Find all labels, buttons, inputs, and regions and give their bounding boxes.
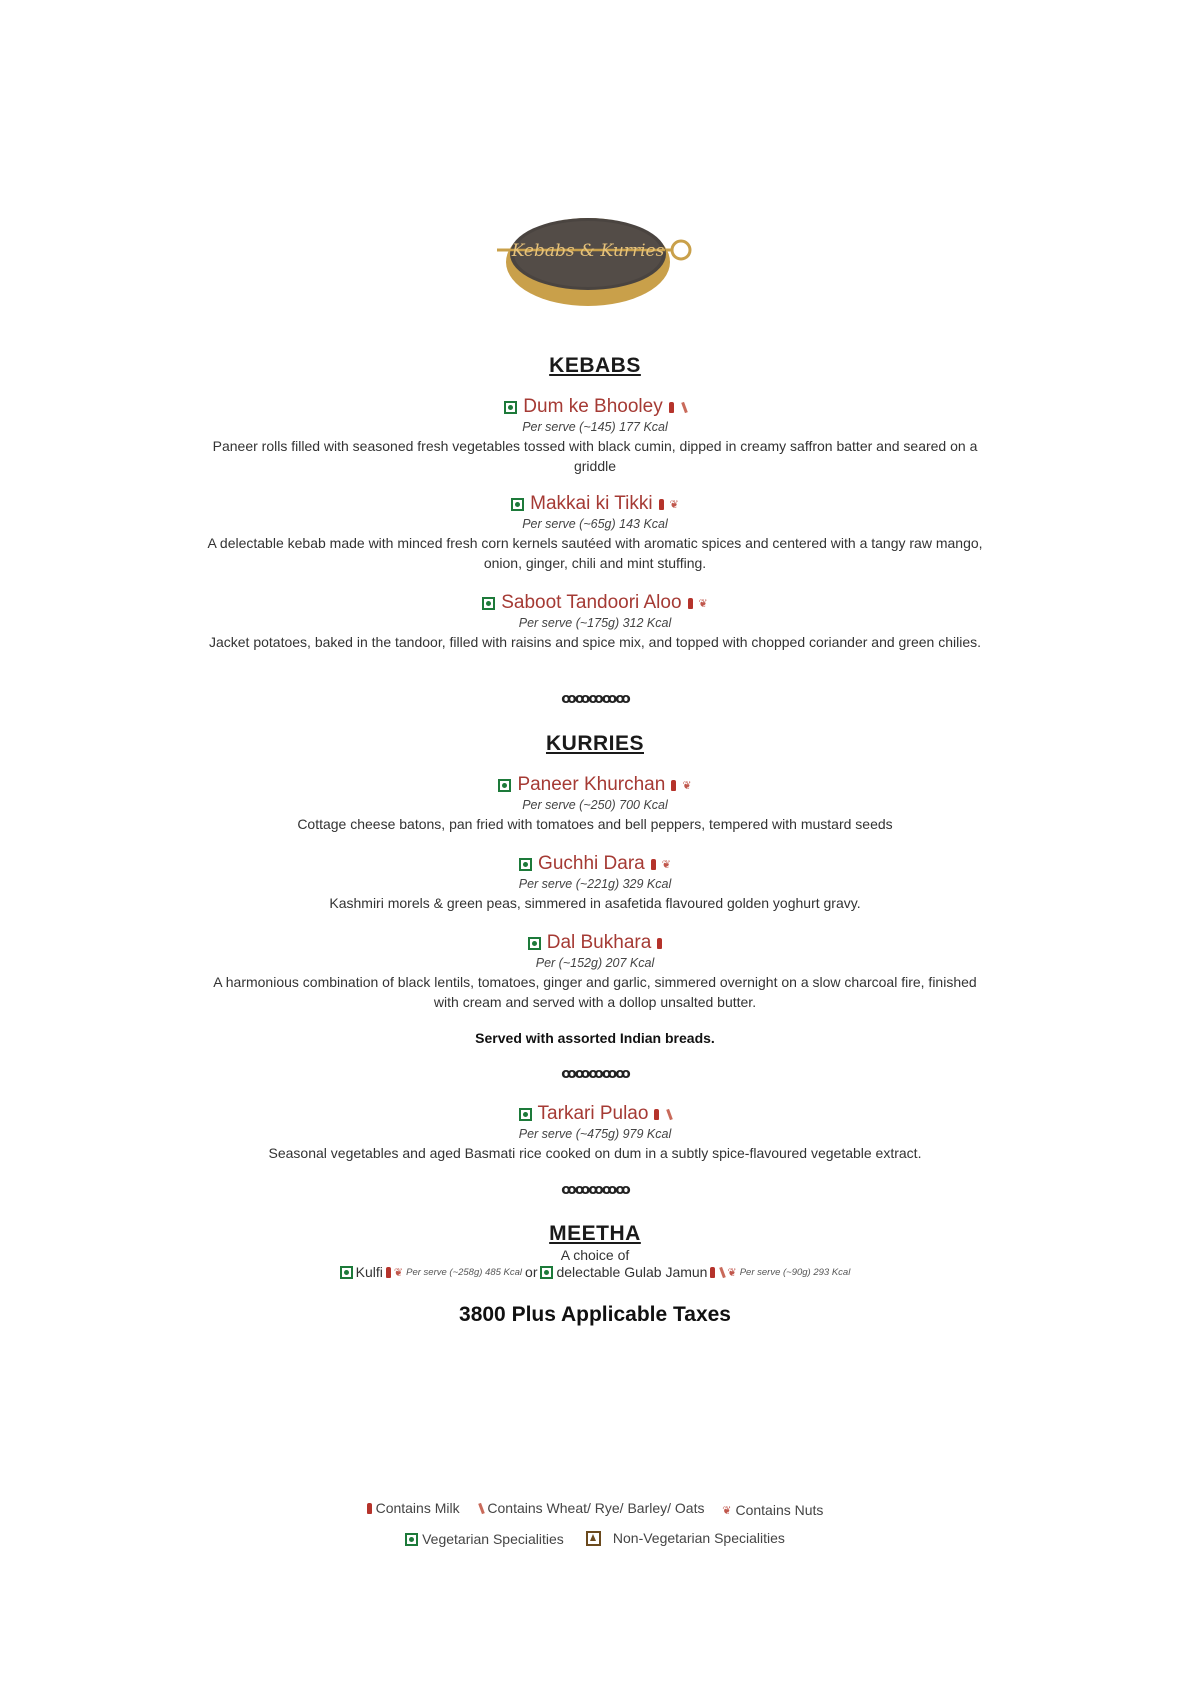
dish-name: Makkai ki Tikki — [530, 493, 653, 514]
serve-info: Per serve (~90g) 293 Kcal — [739, 1266, 851, 1278]
wheat-icon — [681, 401, 688, 412]
diet-legend — [200, 1530, 990, 1551]
dish-description: A harmonious combination of black lentils, tomatoes, ginger and garlic, simmered overnight on a slow charcoal fire, finished with cream and served with a dollop unsalted butter. — [213, 973, 977, 1010]
dish-title — [482, 592, 708, 614]
wheat-icon — [667, 1108, 674, 1119]
veg-mark-icon — [405, 1533, 418, 1546]
dish-paneer-khurchan — [200, 774, 990, 834]
milk-icon — [671, 780, 676, 791]
serve-info: Per (~152g) 207 Kcal — [535, 955, 655, 970]
meetha-option-line — [340, 1264, 851, 1280]
allergen-legend — [200, 1500, 990, 1519]
milk-icon — [710, 1267, 715, 1278]
dish-name: Guchhi Dara — [538, 853, 645, 874]
wheat-icon — [479, 1502, 486, 1513]
legend-label: Contains Milk — [375, 1500, 460, 1516]
nuts-icon: ❦ — [682, 779, 692, 792]
legend-label: Non-Vegetarian Specialities — [612, 1530, 785, 1546]
dish-dal-bukhara — [200, 932, 990, 1012]
meetha-options — [200, 1264, 990, 1284]
dish-title — [528, 932, 663, 954]
dish-name: Dal Bukhara — [546, 932, 652, 953]
bread-note: Served with assorted Indian breads. — [475, 1030, 715, 1046]
meetha-intro: A choice of — [560, 1247, 630, 1263]
nonveg-mark-icon — [586, 1531, 601, 1546]
milk-icon — [367, 1503, 372, 1514]
wheat-icon — [720, 1266, 727, 1277]
nuts-icon: ❦ — [722, 1504, 732, 1517]
veg-mark-icon — [540, 1266, 553, 1279]
dish-title — [511, 493, 679, 515]
legend-milk — [367, 1500, 460, 1516]
dish-title — [519, 1103, 672, 1125]
dish-tarkari-pulao — [200, 1103, 990, 1163]
legend-label: Contains Nuts — [735, 1502, 824, 1518]
serve-info: Per serve (~475g) 979 Kcal — [518, 1126, 672, 1141]
dish-description: A delectable kebab made with minced fresh corn kernels sautéed with aromatic spices and centered with a tangy raw mango, onion, ginger, chili and mint stuffing. — [207, 534, 983, 571]
dish-description: Cottage cheese batons, pan fried with tomatoes and bell peppers, tempered with mustard seeds — [297, 815, 893, 832]
dish-makkai-ki-tikki — [200, 493, 990, 573]
milk-icon — [669, 402, 674, 413]
menu-price: 3800 Plus Applicable Taxes — [459, 1303, 731, 1326]
milk-icon — [654, 1109, 659, 1120]
milk-icon — [657, 938, 662, 949]
dish-description: Jacket potatoes, baked in the tandoor, filled with raisins and spice mix, and topped with chopped coriander and green chilies. — [208, 633, 982, 650]
legend-veg — [405, 1531, 564, 1547]
dish-name: Saboot Tandoori Aloo — [501, 592, 682, 613]
dish-description: Seasonal vegetables and aged Basmati rice cooked on dum in a subtly spice-flavoured vegetable extract. — [268, 1144, 922, 1161]
serve-info: Per serve (~258g) 485 Kcal — [406, 1266, 523, 1278]
separator-ornament: ꝏꝏꝏꝏꝏ — [561, 1181, 629, 1197]
legend-nuts — [722, 1502, 823, 1518]
dish-title — [498, 774, 691, 796]
serve-info: Per serve (~250) 700 Kcal — [522, 797, 668, 812]
veg-mark-icon — [519, 858, 532, 871]
section-heading-kurries: KURRIES — [545, 732, 644, 755]
meetha-option-kulfi: Kulfi — [355, 1264, 383, 1280]
serve-info: Per serve (~65g) 143 Kcal — [522, 516, 668, 531]
legend-nonveg — [586, 1530, 785, 1546]
dish-name: Dum ke Bhooley — [523, 396, 663, 417]
dish-description: Kashmiri morels & green peas, simmered in asafetida flavoured golden yoghurt gravy. — [329, 894, 861, 911]
or-text: or — [525, 1264, 538, 1280]
legend-wheat — [477, 1500, 704, 1516]
veg-mark-icon — [519, 1108, 532, 1121]
veg-mark-icon — [482, 597, 495, 610]
kebabs-kurries-logo — [495, 208, 695, 312]
nuts-icon: ❦ — [698, 597, 708, 610]
section-heading-meetha: MEETHA — [549, 1222, 641, 1245]
logo-text: Kebabs & Kurries — [511, 241, 665, 261]
milk-icon — [659, 499, 664, 510]
legend-label: Vegetarian Specialities — [422, 1531, 564, 1547]
separator-ornament: ꝏꝏꝏꝏꝏ — [561, 690, 629, 706]
dish-dum-ke-bhooley — [200, 396, 990, 476]
dish-saboot-tandoori-aloo — [200, 592, 990, 652]
dish-guchhi-dara — [200, 853, 990, 913]
dish-title — [519, 853, 671, 875]
veg-mark-icon — [340, 1266, 353, 1279]
dish-title — [504, 396, 685, 418]
dish-description: Paneer rolls filled with seasoned fresh vegetables tossed with black cumin, dipped in creamy saffron batter and seared on a griddle — [212, 437, 978, 474]
nuts-icon: ❦ — [669, 498, 679, 511]
milk-icon — [386, 1267, 391, 1278]
milk-icon — [688, 598, 693, 609]
veg-mark-icon — [498, 779, 511, 792]
nuts-icon: ❦ — [727, 1266, 737, 1279]
section-heading-kebabs: KEBABS — [549, 354, 641, 377]
veg-mark-icon — [511, 498, 524, 511]
milk-icon — [651, 859, 656, 870]
nuts-icon: ❦ — [661, 858, 671, 871]
veg-mark-icon — [504, 401, 517, 414]
dish-name: Paneer Khurchan — [517, 774, 666, 795]
dish-name: Tarkari Pulao — [537, 1103, 649, 1124]
legend-label: Contains Wheat/ Rye/ Barley/ Oats — [487, 1500, 705, 1516]
meetha-option-gulab-jamun: delectable Gulab Jamun — [556, 1264, 708, 1280]
nuts-icon: ❦ — [393, 1266, 404, 1279]
separator-ornament: ꝏꝏꝏꝏꝏ — [561, 1065, 629, 1081]
serve-info: Per serve (~145) 177 Kcal — [522, 419, 668, 434]
serve-info: Per serve (~221g) 329 Kcal — [518, 876, 672, 891]
veg-mark-icon — [528, 937, 541, 950]
serve-info: Per serve (~175g) 312 Kcal — [518, 615, 672, 630]
